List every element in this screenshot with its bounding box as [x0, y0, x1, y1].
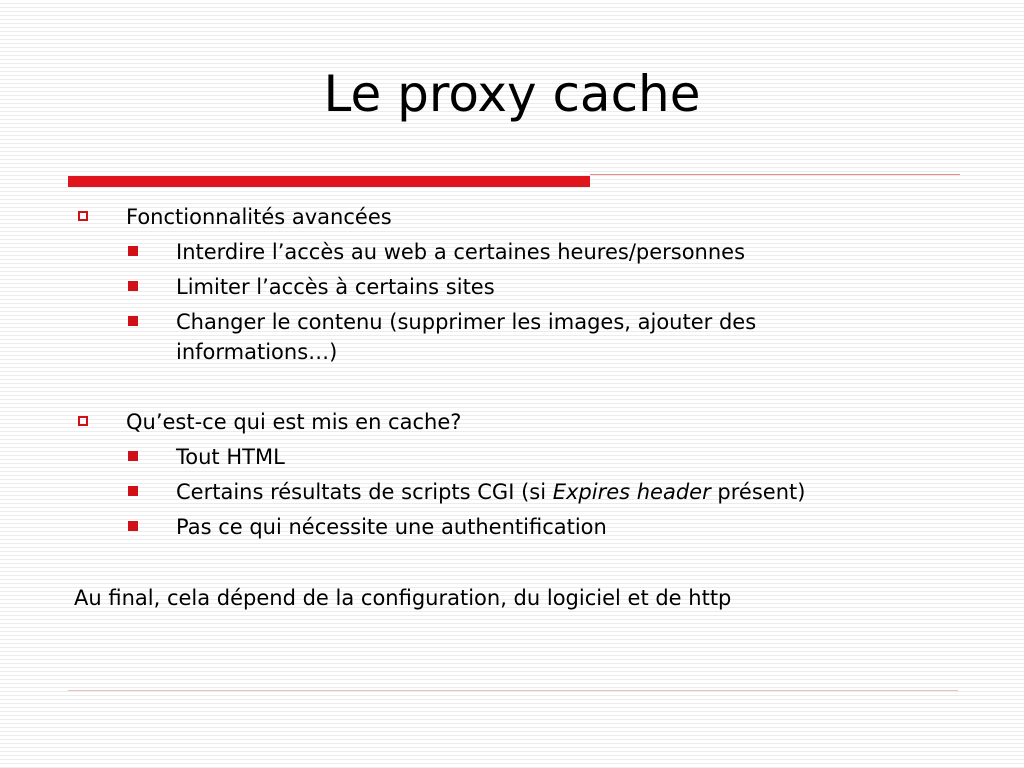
list-item: Changer le contenu (supprimer les images, ajouter des: [176, 310, 757, 334]
list-item: Pas ce qui nécessite une authentification: [176, 515, 607, 539]
list-item: [176, 479, 805, 506]
filled-square-bullet-icon: [128, 486, 138, 496]
list-item: Limiter l’accès à certains sites: [176, 275, 495, 299]
list-item-italic-text: Expires header: [552, 480, 711, 504]
filled-square-bullet-icon: [128, 281, 138, 291]
list-item-continuation: informations…): [176, 340, 338, 364]
list-item-text: présent): [710, 480, 806, 504]
list-item: Interdire l’accès au web a certaines heures/personnes: [176, 240, 746, 264]
bottom-divider: [68, 690, 958, 691]
filled-square-bullet-icon: [128, 246, 138, 256]
section-heading: Fonctionnalités avancées: [126, 205, 392, 229]
list-item: Tout HTML: [176, 445, 285, 469]
filled-square-bullet-icon: [128, 521, 138, 531]
slide-title: Le proxy cache: [323, 65, 701, 123]
conclusion-text: Au final, cela dépend de la configuration, du logiciel et de http: [74, 586, 732, 610]
section-heading: Qu’est-ce qui est mis en cache?: [126, 410, 462, 434]
hollow-square-bullet-icon: [78, 416, 88, 426]
filled-square-bullet-icon: [128, 316, 138, 326]
filled-square-bullet-icon: [128, 451, 138, 461]
list-item-text: Certains résultats de scripts CGI (si: [176, 480, 553, 504]
hollow-square-bullet-icon: [78, 211, 88, 221]
